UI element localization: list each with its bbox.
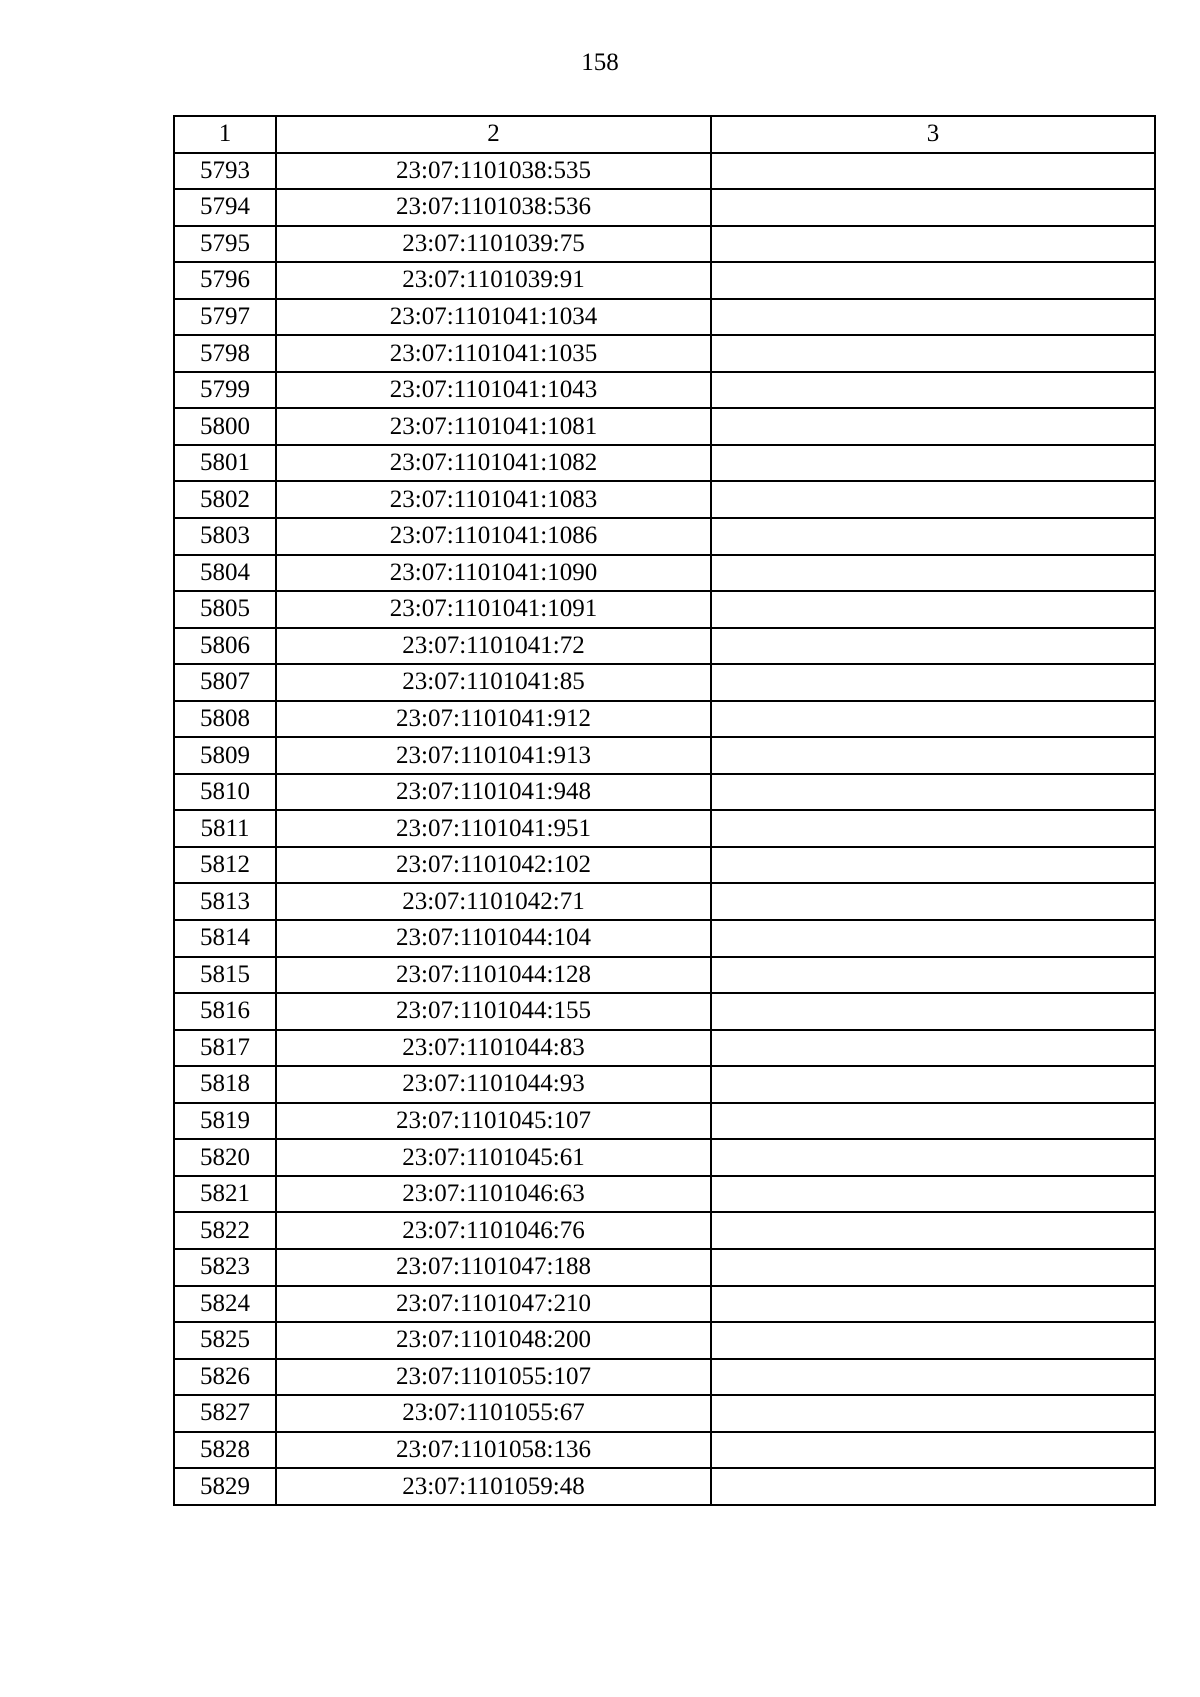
cadastral-number-cell: 23:07:1101046:76 — [276, 1212, 711, 1249]
cadastral-number-cell: 23:07:1101041:948 — [276, 774, 711, 811]
table-row — [174, 1432, 1155, 1469]
table-row — [174, 1212, 1155, 1249]
note-cell — [711, 335, 1155, 372]
note-cell — [711, 445, 1155, 482]
note-cell — [711, 1139, 1155, 1176]
table-row — [174, 262, 1155, 299]
note-cell — [711, 993, 1155, 1030]
row-number-cell: 5819 — [174, 1103, 276, 1140]
table-row — [174, 993, 1155, 1030]
note-cell — [711, 810, 1155, 847]
table-row — [174, 335, 1155, 372]
note-cell — [711, 920, 1155, 957]
row-number-cell: 5823 — [174, 1249, 276, 1286]
cadastral-number-cell: 23:07:1101041:1091 — [276, 591, 711, 628]
cadastral-number-cell: 23:07:1101041:85 — [276, 664, 711, 701]
table-row — [174, 189, 1155, 226]
note-cell — [711, 555, 1155, 592]
row-number-cell: 5795 — [174, 226, 276, 263]
cadastral-number-cell: 23:07:1101038:536 — [276, 189, 711, 226]
row-number-cell: 5825 — [174, 1322, 276, 1359]
note-cell — [711, 1212, 1155, 1249]
column-header-3: 3 — [711, 116, 1155, 153]
cadastral-number-cell: 23:07:1101041:1035 — [276, 335, 711, 372]
table-row — [174, 408, 1155, 445]
note-cell — [711, 1286, 1155, 1323]
table-row — [174, 226, 1155, 263]
table-row — [174, 1176, 1155, 1213]
table-row — [174, 1103, 1155, 1140]
table-row — [174, 810, 1155, 847]
row-number-cell: 5824 — [174, 1286, 276, 1323]
row-number-cell: 5820 — [174, 1139, 276, 1176]
table-row — [174, 518, 1155, 555]
note-cell — [711, 299, 1155, 336]
note-cell — [711, 372, 1155, 409]
row-number-cell: 5827 — [174, 1395, 276, 1432]
row-number-cell: 5806 — [174, 628, 276, 665]
data-table — [173, 115, 1156, 1506]
note-cell — [711, 408, 1155, 445]
note-cell — [711, 628, 1155, 665]
cadastral-number-cell: 23:07:1101048:200 — [276, 1322, 711, 1359]
table-row — [174, 481, 1155, 518]
note-cell — [711, 1176, 1155, 1213]
cadastral-number-cell: 23:07:1101041:1043 — [276, 372, 711, 409]
note-cell — [711, 664, 1155, 701]
cadastral-number-cell: 23:07:1101058:136 — [276, 1432, 711, 1469]
note-cell — [711, 737, 1155, 774]
row-number-cell: 5793 — [174, 153, 276, 190]
note-cell — [711, 518, 1155, 555]
row-number-cell: 5814 — [174, 920, 276, 957]
note-cell — [711, 1249, 1155, 1286]
row-number-cell: 5803 — [174, 518, 276, 555]
note-cell — [711, 957, 1155, 994]
row-number-cell: 5818 — [174, 1066, 276, 1103]
table-row — [174, 628, 1155, 665]
cadastral-number-cell: 23:07:1101041:951 — [276, 810, 711, 847]
cadastral-number-cell: 23:07:1101044:155 — [276, 993, 711, 1030]
table-row — [174, 847, 1155, 884]
table-header-row — [174, 116, 1155, 153]
cadastral-number-cell: 23:07:1101059:48 — [276, 1468, 711, 1505]
row-number-cell: 5801 — [174, 445, 276, 482]
note-cell — [711, 1066, 1155, 1103]
note-cell — [711, 262, 1155, 299]
cadastral-number-cell: 23:07:1101045:107 — [276, 1103, 711, 1140]
row-number-cell: 5796 — [174, 262, 276, 299]
note-cell — [711, 1395, 1155, 1432]
cadastral-number-cell: 23:07:1101039:91 — [276, 262, 711, 299]
row-number-cell: 5812 — [174, 847, 276, 884]
row-number-cell: 5797 — [174, 299, 276, 336]
table-row — [174, 153, 1155, 190]
cadastral-number-cell: 23:07:1101045:61 — [276, 1139, 711, 1176]
table-row — [174, 1066, 1155, 1103]
cadastral-number-cell: 23:07:1101042:102 — [276, 847, 711, 884]
table-row — [174, 920, 1155, 957]
note-cell — [711, 153, 1155, 190]
table-row — [174, 372, 1155, 409]
table-row — [174, 1030, 1155, 1067]
row-number-cell: 5828 — [174, 1432, 276, 1469]
row-number-cell: 5821 — [174, 1176, 276, 1213]
table-row — [174, 664, 1155, 701]
row-number-cell: 5822 — [174, 1212, 276, 1249]
row-number-cell: 5799 — [174, 372, 276, 409]
table-row — [174, 1468, 1155, 1505]
row-number-cell: 5804 — [174, 555, 276, 592]
cadastral-number-cell: 23:07:1101041:912 — [276, 701, 711, 738]
table-row — [174, 591, 1155, 628]
row-number-cell: 5813 — [174, 883, 276, 920]
note-cell — [711, 1359, 1155, 1396]
table-row — [174, 774, 1155, 811]
table-row — [174, 701, 1155, 738]
cadastral-number-cell: 23:07:1101041:1086 — [276, 518, 711, 555]
cadastral-number-cell: 23:07:1101041:1090 — [276, 555, 711, 592]
row-number-cell: 5805 — [174, 591, 276, 628]
note-cell — [711, 481, 1155, 518]
note-cell — [711, 1030, 1155, 1067]
note-cell — [711, 189, 1155, 226]
row-number-cell: 5811 — [174, 810, 276, 847]
note-cell — [711, 847, 1155, 884]
note-cell — [711, 883, 1155, 920]
cadastral-number-cell: 23:07:1101044:104 — [276, 920, 711, 957]
table-row — [174, 1286, 1155, 1323]
cadastral-number-cell: 23:07:1101044:83 — [276, 1030, 711, 1067]
note-cell — [711, 1103, 1155, 1140]
cadastral-number-cell: 23:07:1101041:913 — [276, 737, 711, 774]
cadastral-number-cell: 23:07:1101055:67 — [276, 1395, 711, 1432]
cadastral-number-cell: 23:07:1101042:71 — [276, 883, 711, 920]
table-row — [174, 1322, 1155, 1359]
column-header-2: 2 — [276, 116, 711, 153]
note-cell — [711, 701, 1155, 738]
cadastral-number-cell: 23:07:1101041:1082 — [276, 445, 711, 482]
note-cell — [711, 1432, 1155, 1469]
note-cell — [711, 1468, 1155, 1505]
column-header-1: 1 — [174, 116, 276, 153]
cadastral-number-cell: 23:07:1101044:128 — [276, 957, 711, 994]
table-row — [174, 957, 1155, 994]
table-row — [174, 555, 1155, 592]
table-row — [174, 883, 1155, 920]
row-number-cell: 5809 — [174, 737, 276, 774]
note-cell — [711, 1322, 1155, 1359]
cadastral-number-cell: 23:07:1101041:1083 — [276, 481, 711, 518]
table-row — [174, 1359, 1155, 1396]
row-number-cell: 5817 — [174, 1030, 276, 1067]
row-number-cell: 5807 — [174, 664, 276, 701]
table-row — [174, 1139, 1155, 1176]
table-row — [174, 1395, 1155, 1432]
cadastral-number-cell: 23:07:1101047:210 — [276, 1286, 711, 1323]
row-number-cell: 5810 — [174, 774, 276, 811]
table-row — [174, 737, 1155, 774]
table-row — [174, 1249, 1155, 1286]
table-row — [174, 299, 1155, 336]
row-number-cell: 5798 — [174, 335, 276, 372]
cadastral-number-cell: 23:07:1101046:63 — [276, 1176, 711, 1213]
table-row — [174, 445, 1155, 482]
page-number: 158 — [581, 49, 619, 76]
cadastral-number-cell: 23:07:1101038:535 — [276, 153, 711, 190]
note-cell — [711, 226, 1155, 263]
table-body — [174, 116, 1155, 1505]
row-number-cell: 5815 — [174, 957, 276, 994]
cadastral-number-cell: 23:07:1101047:188 — [276, 1249, 711, 1286]
cadastral-number-cell: 23:07:1101041:1081 — [276, 408, 711, 445]
row-number-cell: 5826 — [174, 1359, 276, 1396]
note-cell — [711, 591, 1155, 628]
row-number-cell: 5800 — [174, 408, 276, 445]
note-cell — [711, 774, 1155, 811]
row-number-cell: 5802 — [174, 481, 276, 518]
cadastral-number-cell: 23:07:1101055:107 — [276, 1359, 711, 1396]
row-number-cell: 5794 — [174, 189, 276, 226]
row-number-cell: 5808 — [174, 701, 276, 738]
cadastral-number-cell: 23:07:1101041:72 — [276, 628, 711, 665]
cadastral-number-cell: 23:07:1101041:1034 — [276, 299, 711, 336]
cadastral-number-cell: 23:07:1101039:75 — [276, 226, 711, 263]
row-number-cell: 5816 — [174, 993, 276, 1030]
row-number-cell: 5829 — [174, 1468, 276, 1505]
cadastral-number-cell: 23:07:1101044:93 — [276, 1066, 711, 1103]
